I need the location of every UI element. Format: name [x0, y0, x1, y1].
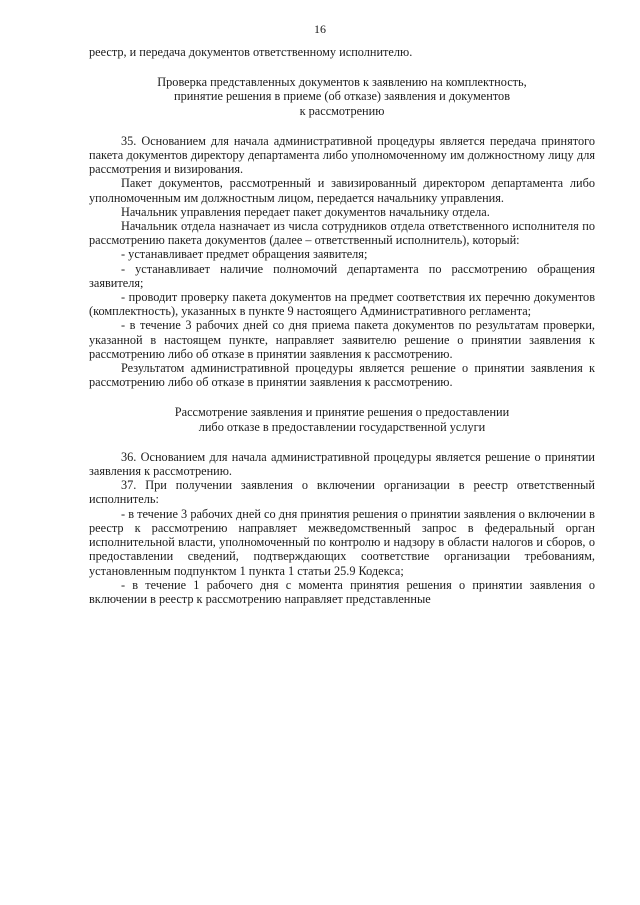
paragraph: Пакет документов, рассмотренный и завизированный директором департамента либо уполномоченным им должностным лицом, передается начальнику управления. [89, 176, 595, 205]
paragraph-continuation: реестр, и передача документов ответственному исполнителю. [89, 45, 413, 59]
section-heading-line: принятие решения в приеме (об отказе) заявления и документов [173, 89, 511, 104]
section-heading-line: Рассмотрение заявления и принятие решения о предоставлении [174, 405, 510, 420]
document-body [89, 45, 595, 606]
paragraph-37: 37. При получении заявления о включении организации в реестр ответственный исполнитель: [89, 478, 595, 507]
page-number: 16 [314, 22, 326, 36]
list-item: - в течение 3 рабочих дней со дня принятия решения о принятии заявления о включении в реестр к рассмотрению направляет межведомственный запрос в федеральный орган исполнительной власти, уполномоченный по контролю и надзору в области налогов и сборов, о предоставлении сведений, подтверждающих соответствие организации требованиям, установленным подпунктом 1 пункта 1 статьи 25.9 Кодекса; [89, 506, 595, 578]
section-heading-line: либо отказе в предоставлении государственной услуги [198, 419, 486, 434]
section-heading-line: к рассмотрению [299, 103, 385, 118]
paragraph-36: 36. Основанием для начала административной процедуры является решение о принятии заявления к рассмотрению. [89, 449, 595, 479]
paragraph-35: 35. Основанием для начала административной процедуры является передача принятого пакета документов директору департамента либо уполномоченному им должностному лицу для рассмотрения и визирования. [89, 133, 595, 177]
list-item: - в течение 1 рабочего дня с момента принятия решения о принятии заявления о включении в реестр к рассмотрению направляет представленные [89, 577, 595, 606]
paragraph: Начальник отдела назначает из числа сотрудников отдела ответственного исполнителя по рассмотрению пакета документов (далее – ответственный исполнитель), который: [89, 219, 595, 248]
list-item: - в течение 3 рабочих дней со дня приема пакета документов по результатам проверки, указанной в настоящем пункте, направляет заявителю решение о принятии заявления к рассмотрению либо об отказе в принятии заявления к рассмотрению. [89, 318, 595, 361]
list-item: - проводит проверку пакета документов на предмет соответствия их перечню документов (комплектность), указанных в пункте 9 настоящего Административного регламента; [89, 290, 595, 319]
section-heading-line: Проверка представленных документов к заявлению на комплектность, [157, 75, 527, 90]
paragraph: Результатом административной процедуры является решение о принятии заявления к рассмотрению либо об отказе в принятии заявления к рассмотрению. [89, 361, 595, 390]
list-item: - устанавливает предмет обращения заявителя; [121, 247, 368, 262]
list-item: - устанавливает наличие полномочий департамента по рассмотрению обращения заявителя; [89, 261, 595, 290]
paragraph: Начальник управления передает пакет документов начальнику отдела. [121, 204, 490, 219]
